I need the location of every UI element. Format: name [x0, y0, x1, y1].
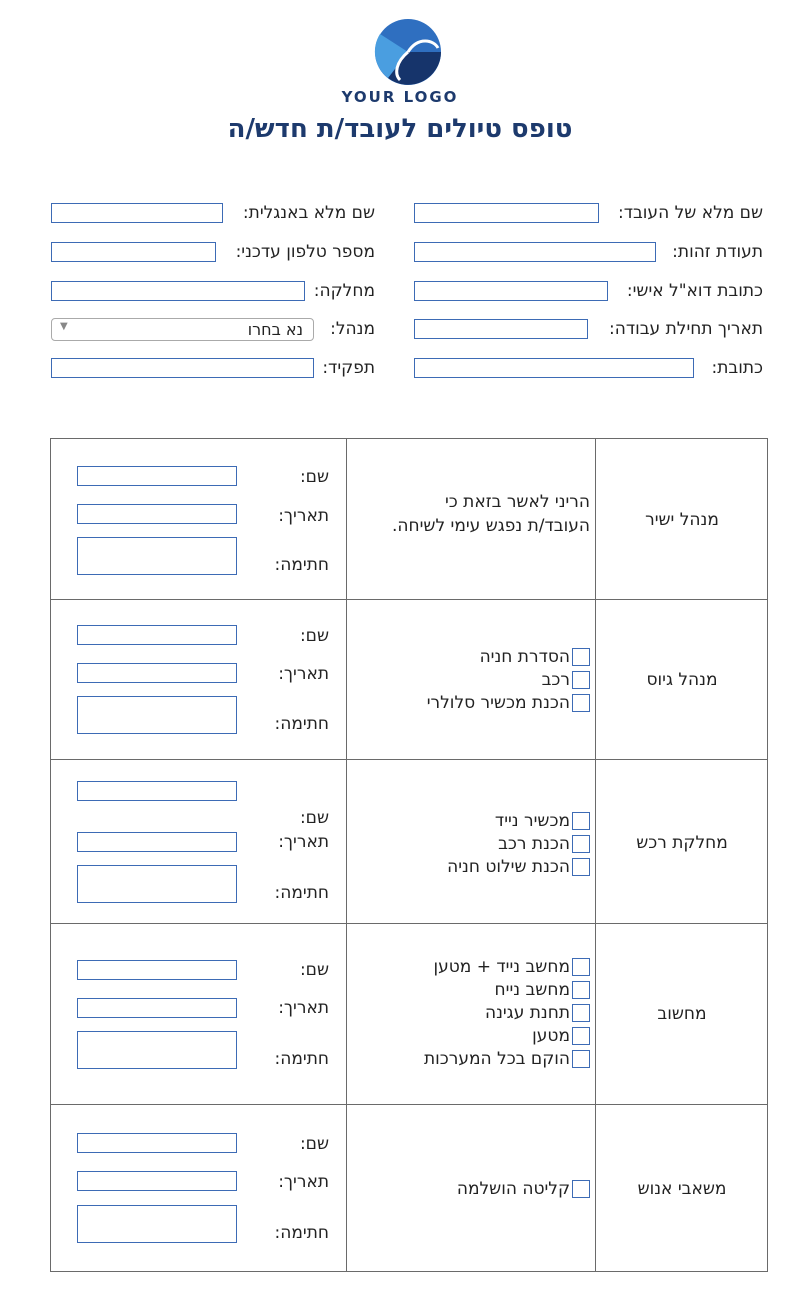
dept-recruitment-manager: מנהל גיוס — [646, 670, 718, 690]
checklist-item-label: הכנת מכשיר סלולרי — [426, 692, 570, 713]
address-label: כתובת: — [711, 358, 763, 378]
dept-purchasing: מחלקת רכש — [636, 833, 728, 853]
name-field[interactable] — [77, 832, 237, 852]
start-date-field[interactable] — [414, 319, 588, 339]
id-number-label: תעודת זהות: — [672, 242, 763, 262]
column-divider — [595, 438, 596, 1272]
checklist-item-label: הכנת שילוט חניה — [447, 856, 570, 877]
checkbox[interactable] — [572, 812, 590, 830]
signature-field[interactable] — [77, 537, 237, 575]
logo-text: YOUR LOGO — [341, 88, 459, 106]
checklist-item — [350, 809, 590, 832]
name-label: שם: — [299, 808, 329, 828]
role-field[interactable] — [51, 358, 314, 378]
english-name-label: שם מלא באנגלית: — [242, 203, 375, 223]
checklist-item-label: הסדרת חניה — [479, 646, 570, 667]
id-number-field[interactable] — [414, 242, 656, 262]
dropdown-arrow-icon: ▼ — [60, 321, 68, 332]
checklist-item-label: הוקם בכל המערכות — [423, 1048, 570, 1069]
checkbox[interactable] — [572, 694, 590, 712]
checkbox[interactable] — [572, 958, 590, 976]
checklist-item-label: מטען — [532, 1025, 570, 1046]
extra-field[interactable] — [77, 781, 237, 801]
checklist-item-label: תחנת עגינה — [484, 1002, 570, 1023]
signature-field[interactable] — [77, 1031, 237, 1069]
name-label: שם: — [299, 467, 329, 487]
name-field[interactable] — [77, 625, 237, 645]
checkbox[interactable] — [572, 981, 590, 999]
checklist-recruitment — [350, 645, 590, 714]
signature-label: חתימה: — [274, 1223, 329, 1243]
checkbox[interactable] — [572, 1050, 590, 1068]
signature-field[interactable] — [77, 696, 237, 734]
checkbox[interactable] — [572, 1180, 590, 1198]
name-field[interactable] — [77, 1133, 237, 1153]
checklist-it — [350, 955, 590, 1070]
company-logo — [374, 18, 442, 86]
date-label: תאריך: — [278, 1172, 329, 1192]
date-label: תאריך: — [278, 664, 329, 684]
checklist-item-label: קליטה הושלמה — [456, 1178, 570, 1199]
confirmation-text — [350, 490, 590, 538]
checklist-item — [350, 1024, 590, 1047]
signature-label: חתימה: — [274, 555, 329, 575]
checklist-item — [350, 668, 590, 691]
start-date-label: תאריך תחילת עבודה: — [608, 319, 763, 339]
checklist-item — [350, 1047, 590, 1070]
name-label: שם: — [299, 960, 329, 980]
checklist-item-label: הכנת רכב — [498, 833, 570, 854]
address-field[interactable] — [414, 358, 694, 378]
checkbox[interactable] — [572, 835, 590, 853]
checklist-item-label: מכשיר נייד — [494, 810, 570, 831]
signature-label: חתימה: — [274, 714, 329, 734]
email-field[interactable] — [414, 281, 608, 301]
date-label: תאריך: — [278, 832, 329, 852]
checklist-item — [350, 832, 590, 855]
checklist-item — [350, 978, 590, 1001]
row-divider — [50, 923, 768, 924]
manager-select-value: נא בחרו — [247, 320, 303, 339]
checkbox[interactable] — [572, 671, 590, 689]
signature-label: חתימה: — [274, 883, 329, 903]
row-divider — [50, 759, 768, 760]
checkbox[interactable] — [572, 858, 590, 876]
checklist-item — [350, 691, 590, 714]
employee-name-field[interactable] — [414, 203, 599, 223]
signature-field[interactable] — [77, 1205, 237, 1243]
department-field[interactable] — [51, 281, 305, 301]
date-label: תאריך: — [278, 506, 329, 526]
name-field[interactable] — [77, 960, 237, 980]
date-field[interactable] — [77, 1171, 237, 1191]
checklist-item — [350, 855, 590, 878]
checkbox[interactable] — [572, 1004, 590, 1022]
checklist-item — [350, 645, 590, 668]
checklist-item — [350, 1177, 590, 1200]
checklist-hr — [350, 1177, 590, 1200]
row-divider — [50, 1104, 768, 1105]
checkbox[interactable] — [572, 648, 590, 666]
form-title: טופס טיולים לעובד/ת חדש/ה — [227, 114, 573, 144]
checklist-item — [350, 955, 590, 978]
role-label: תפקיד: — [322, 358, 375, 378]
checkbox[interactable] — [572, 1027, 590, 1045]
confirmation-line: העובד/ת נפגש עימי לשיחה. — [392, 516, 590, 536]
checklist-item-label: מחשב נייד + מטען — [433, 956, 570, 977]
date-field[interactable] — [77, 998, 237, 1018]
confirmation-line: הריני לאשר בזאת כי — [444, 492, 590, 512]
date-label: תאריך: — [278, 998, 329, 1018]
column-divider — [346, 438, 347, 1272]
phone-label: מספר טלפון עדכני: — [235, 242, 375, 262]
dept-direct-manager: מנהל ישיר — [645, 510, 719, 530]
name-label: שם: — [299, 626, 329, 646]
date-field[interactable] — [77, 663, 237, 683]
signature-field[interactable] — [77, 865, 237, 903]
checklist-item-label: מחשב נייח — [494, 979, 570, 1000]
phone-field[interactable] — [51, 242, 216, 262]
checklist-item-label: רכב — [541, 669, 570, 690]
name-field[interactable] — [77, 466, 237, 486]
date-field[interactable] — [77, 504, 237, 524]
employee-name-label: שם מלא של העובד: — [617, 203, 763, 223]
checklist-item — [350, 1001, 590, 1024]
signature-label: חתימה: — [274, 1049, 329, 1069]
name-label: שם: — [299, 1134, 329, 1154]
dept-hr: משאבי אנוש — [637, 1179, 727, 1199]
manager-select[interactable] — [51, 318, 314, 341]
email-label: כתובת דוא"ל אישי: — [626, 281, 763, 301]
department-label: מחלקה: — [313, 281, 375, 301]
row-divider — [50, 599, 768, 600]
dept-it: מחשוב — [657, 1004, 707, 1024]
english-name-field[interactable] — [51, 203, 223, 223]
manager-label: מנהל: — [330, 319, 375, 339]
checklist-purchasing — [350, 809, 590, 878]
